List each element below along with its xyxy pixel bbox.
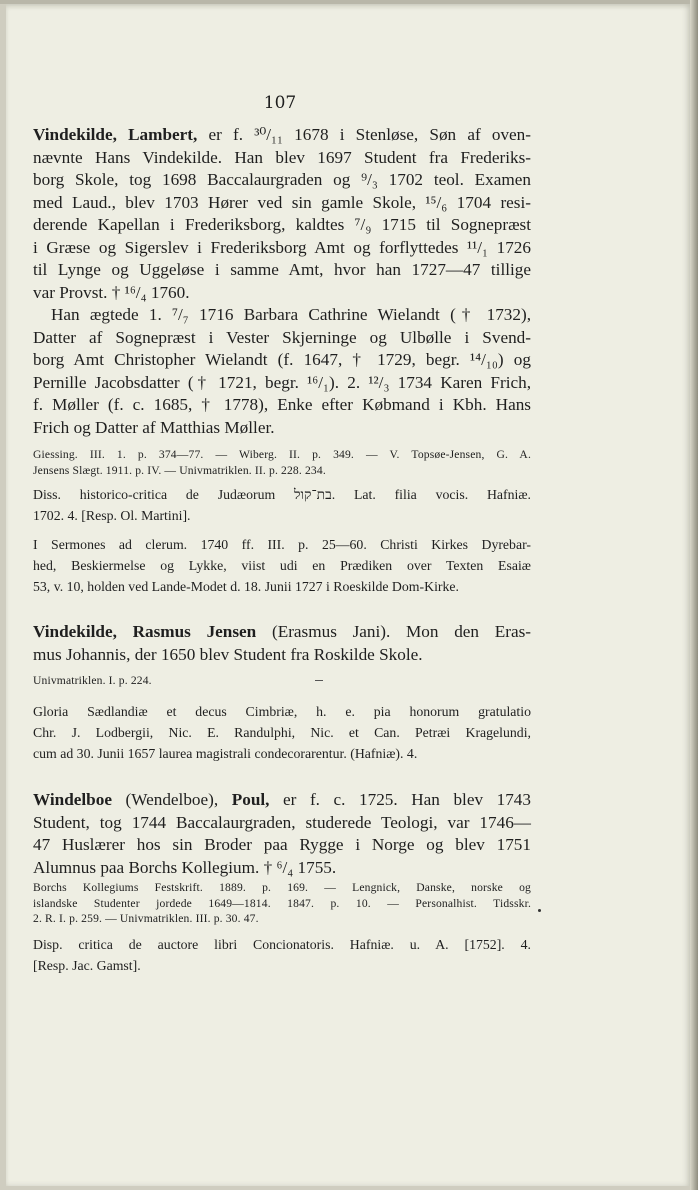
work-line: Diss. historico-critica de Judæorum בת־קול. Lat. filia vocis. Hafniæ.	[33, 487, 532, 502]
works-list	[33, 702, 531, 764]
works-list	[33, 535, 531, 597]
entry-references	[33, 880, 531, 927]
entry-line: Vindekilde, Lambert, er f. ³⁰/₁₁ 1678 i Stenløse, Søn af oven-	[33, 125, 531, 144]
stray-mark	[315, 680, 323, 681]
entry-vindekilde-lambert	[33, 124, 531, 439]
entry-references	[33, 673, 531, 689]
works-list	[33, 935, 531, 977]
entry-line: til Lynge og Uggeløse i samme Amt, hvor han 1727—47 tillige	[33, 260, 531, 279]
entry-line: f. Møller (f. c. 1685, † 1778), Enke efter Købmand i Kbh. Hans	[33, 395, 531, 414]
entry-line: borg Amt Christopher Wielandt (f. 1647, † 1729, begr. ¹⁴/₁₀) og	[33, 350, 531, 369]
entry-vindekilde-rasmus	[33, 621, 531, 666]
entry-references	[33, 447, 531, 478]
page-number: 107	[263, 93, 297, 113]
work-line: Gloria Sædlandiæ et decus Cimbriæ, h. e. pia honorum gratulatio	[33, 704, 531, 719]
entry-line: Alumnus paa Borchs Kollegium. † ⁶/₄ 1755.	[33, 857, 337, 877]
entry-windelboe-poul	[33, 789, 531, 879]
entry-name: Vindekilde, Lambert,	[33, 125, 198, 144]
page-spine-shadow	[690, 0, 698, 1190]
reference-line: Giessing. III. 1. p. 374—77. — Wiberg. II. p. 349. — V. Topsøe-Jensen, G. A.	[33, 448, 531, 461]
work-line: 1702. 4. [Resp. Ol. Martini].	[33, 507, 191, 523]
reference-line: Univmatriklen. I. p. 224.	[33, 674, 152, 687]
entry-line: borg Skole, tog 1698 Baccalaurgraden og ⁹/₃ 1702 teol. Examen	[33, 170, 531, 189]
entry-line: Vindekilde, Rasmus Jensen (Erasmus Jani). Mon den Eras-	[33, 622, 532, 641]
entry-name: Vindekilde, Rasmus Jensen	[33, 622, 257, 641]
entry-line: Student, tog 1744 Baccalaurgraden, studerede Teologi, var 1746—	[33, 812, 531, 832]
reference-line: Jensens Slægt. 1911. p. IV. — Univmatriklen. II. p. 228. 234.	[33, 463, 326, 477]
entry-line: derende Kapellan i Frederiksborg, kaldtes ⁷/₉ 1715 til Sognepræst	[33, 215, 531, 234]
entry-line: Han ægtede 1. ⁷/₇ 1716 Barbara Cathrine Wielandt († 1732),	[51, 305, 531, 324]
work-line: Disp. critica de auctore libri Concionatoris. Hafniæ. u. A. [1752]. 4.	[33, 937, 531, 952]
entry-line: Frich og Datter af Matthias Møller.	[33, 417, 275, 437]
reference-line: Borchs Kollegiums Festskrift. 1889. p. 169. — Lengnick, Danske, norske og	[33, 881, 531, 894]
work-line: hed, Beskiermelse og Lykke, viist udi en Prædiken over Texten Esaiæ	[33, 557, 531, 573]
work-line: 53, v. 10, holden ved Lande-Modet d. 18. Junii 1727 i Roeskilde Dom-Kirke.	[33, 578, 459, 594]
entry-line: nævnte Hans Vindekilde. Han blev 1697 Student fra Frederiks-	[33, 147, 531, 167]
work-line: I Sermones ad clerum. 1740 ff. III. p. 25—60. Christi Kirkes Dyrebar-	[33, 537, 531, 552]
work-line: Chr. J. Lodbergii, Nic. E. Randulphi, Nic. et Can. Petræi Kragelundi,	[33, 724, 531, 740]
entry-line: var Provst. † ¹⁶/₄ 1760.	[33, 282, 190, 302]
ink-speck	[538, 909, 541, 912]
entry-line: 47 Huslærer hos sin Broder paa Rygge i Norge og blev 1751	[33, 835, 531, 854]
work-line: [Resp. Jac. Gamst].	[33, 957, 141, 973]
entry-line: Windelboe (Wendelboe), Poul, er f. c. 1725. Han blev 1743	[33, 790, 531, 809]
entry-line: med Laud., blev 1703 Hører ved sin gamle Skole, ¹⁵/₆ 1704 resi-	[33, 192, 531, 212]
entry-line: Datter af Sognepræst i Vester Skjerninge og Ulbølle i Svend-	[33, 327, 531, 347]
works-list	[33, 485, 531, 527]
reference-line: 2. R. I. p. 259. — Univmatriklen. III. p. 30. 47.	[33, 912, 259, 925]
work-line: cum ad 30. Junii 1657 laurea magistrali condecorarentur. (Hafniæ). 4.	[33, 745, 418, 761]
entry-line: i Græse og Sigerslev i Frederiksborg Amt og forflyttedes ¹¹/₁ 1726	[33, 237, 531, 257]
entry-name: Windelboe	[33, 790, 112, 809]
entry-line: mus Johannis, der 1650 blev Student fra Roskilde Skole.	[33, 644, 423, 664]
reference-line: islandske Studenter jordede 1649—1814. 1847. p. 10. — Personalhist. Tidsskr.	[33, 896, 531, 910]
entry-line: Pernille Jacobsdatter († 1721, begr. ¹⁶/₁). 2. ¹²/₃ 1734 Karen Frich,	[33, 372, 531, 392]
